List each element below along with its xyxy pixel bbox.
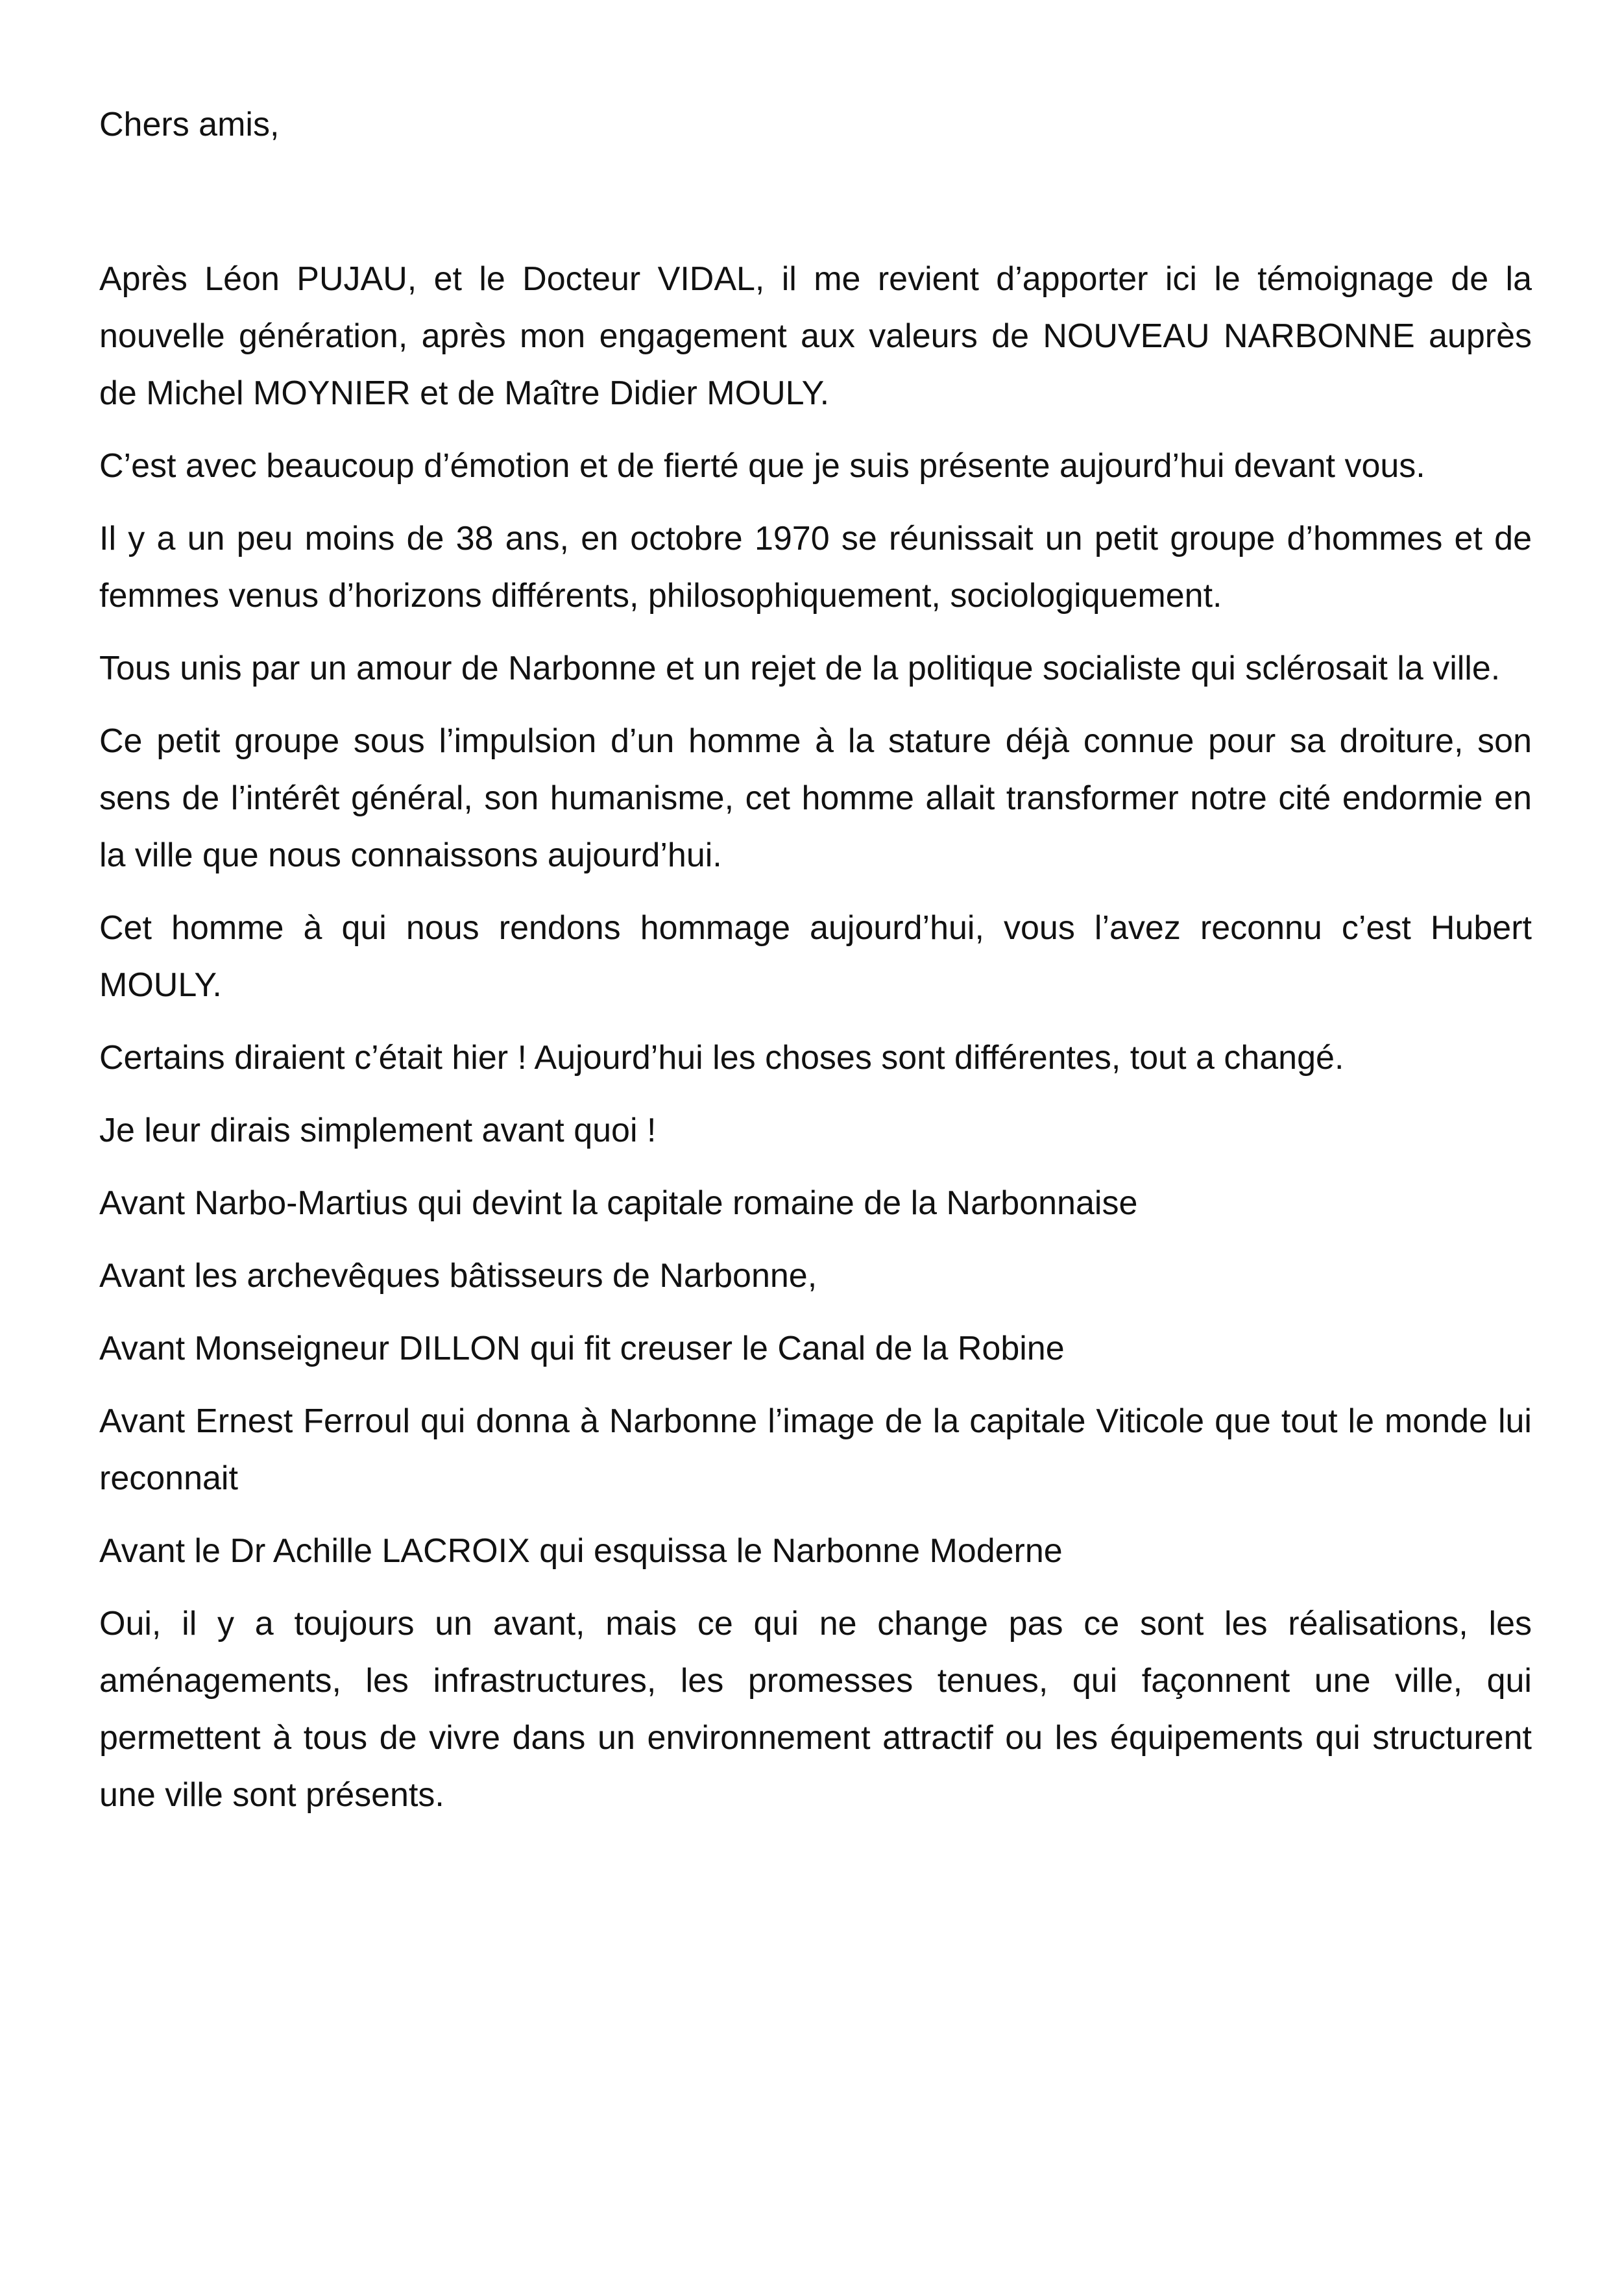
paragraph-10: Avant les archevêques bâtisseurs de Narbonne,: [99, 1257, 817, 1295]
paragraph-2: C’est avec beaucoup d’émotion et de fierté que je suis présente aujourd’hui devant vous.: [99, 447, 1425, 485]
paragraph-6: Cet homme à qui nous rendons hommage aujourd’hui, vous l’avez reconnu c’est Hubert MOULY.: [99, 909, 1532, 1004]
paragraph-3: Il y a un peu moins de 38 ans, en octobre 1970 se réunissait un petit groupe d’hommes et de femmes venus d’horizons différents, philosophiquement, sociologiquement.: [99, 520, 1532, 615]
paragraph-11: Avant Monseigneur DILLON qui fit creuser le Canal de la Robine: [99, 1330, 1065, 1367]
paragraph-13: Avant le Dr Achille LACROIX qui esquissa le Narbonne Moderne: [99, 1532, 1063, 1570]
paragraph-9: Avant Narbo-Martius qui devint la capitale romaine de la Narbonnaise: [99, 1184, 1138, 1222]
paragraph-1: Après Léon PUJAU, et le Docteur VIDAL, il me revient d’apporter ici le témoignage de la nouvelle génération, après mon engagement aux valeurs de NOUVEAU NARBONNE auprès de Michel MOYNIER et de Maître Didier MOULY.: [99, 260, 1532, 412]
letter-page: [99, 96, 1532, 1824]
letter-greeting: Chers amis,: [99, 106, 280, 143]
paragraph-8: Je leur dirais simplement avant quoi !: [99, 1112, 657, 1149]
paragraph-14: Oui, il y a toujours un avant, mais ce qui ne change pas ce sont les réalisations, les aménagements, les infrastructures, les promesses tenues, qui façonnent une ville, qui permettent à tous de vivre dans un environnement attractif ou les équipements qui structurent une ville sont présents.: [99, 1605, 1532, 1814]
paragraph-12: Avant Ernest Ferroul qui donna à Narbonne l’image de la capitale Viticole que tout le monde lui reconnait: [99, 1402, 1532, 1497]
paragraph-7: Certains diraient c’était hier ! Aujourd’hui les choses sont différentes, tout a changé.: [99, 1039, 1344, 1077]
paragraph-4: Tous unis par un amour de Narbonne et un rejet de la politique socialiste qui sclérosait la ville.: [99, 650, 1501, 687]
paragraph-5: Ce petit groupe sous l’impulsion d’un homme à la stature déjà connue pour sa droiture, son sens de l’intérêt général, son humanisme, cet homme allait transformer notre cité endormie en la ville que nous connaissons aujourd’hui.: [99, 722, 1532, 874]
